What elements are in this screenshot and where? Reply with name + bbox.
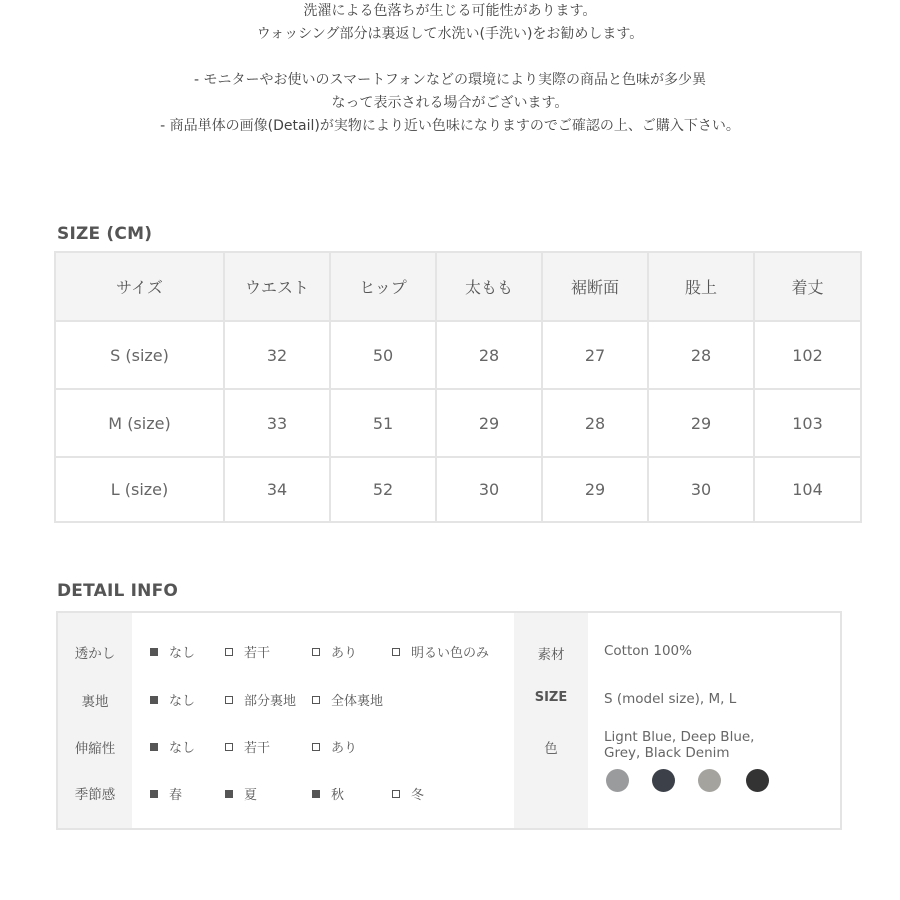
size-value: S (model size), M, L [604,691,737,707]
unchecked-box-icon [312,648,320,656]
detail-option [225,690,296,709]
table-cell: 29 [436,389,542,457]
header-cell: 着丈 [754,252,861,321]
detail-option-label: 若干 [244,741,271,756]
detail-option-label: 若干 [244,646,271,661]
checked-box-icon [150,648,158,656]
table-cell: 33 [224,389,330,457]
table-cell: 27 [542,321,648,389]
detail-option-label: なし [169,741,196,756]
detail-option [225,642,270,661]
checked-box-icon [150,743,158,751]
unchecked-box-icon [392,648,400,656]
table-cell: 103 [754,389,861,457]
checked-box-icon [312,790,320,798]
detail-option-label: あり [331,646,358,661]
detail-label-stretch: 伸縮性 [74,741,116,757]
table-cell: 30 [648,457,754,522]
detail-option [312,690,383,709]
detail-option [225,737,270,756]
detail-option [312,642,357,661]
color-value-line1: Lignt Blue, Deep Blue, [604,729,755,745]
detail-option-label: なし [169,646,196,661]
color-swatch [746,769,769,792]
detail-option [150,642,195,661]
checked-box-icon [150,790,158,798]
note-line: なって表示される場合がございます。 [331,95,569,111]
detail-option [312,737,357,756]
color-swatch [698,769,721,792]
checked-box-icon [225,790,233,798]
header-cell: ウエスト [224,252,330,321]
table-row [55,321,861,389]
detail-option-label: 部分裏地 [244,694,297,709]
table-cell: 51 [330,389,436,457]
table-cell: 28 [436,321,542,389]
header-cell: 股上 [648,252,754,321]
table-row [55,389,861,457]
detail-option-label: あり [331,741,358,756]
unchecked-box-icon [392,790,400,798]
detail-option [150,784,182,803]
size-table-header [55,252,861,321]
header-cell: 裾断面 [542,252,648,321]
detail-label-lining: 裏地 [81,694,109,710]
detail-label-transparency: 透かし [74,646,116,662]
table-cell: 28 [542,389,648,457]
note-line: - モニターやお使いのスマートフォンなどの環境により実際の商品と色味が多少異 [193,72,707,88]
unchecked-box-icon [312,743,320,751]
size-section-title: SIZE (CM) [57,224,153,244]
color-value-line2: Grey, Black Denim [604,745,730,761]
detail-option-label: 秋 [331,788,345,803]
color-swatch [652,769,675,792]
table-cell: 32 [224,321,330,389]
unchecked-box-icon [225,743,233,751]
detail-option-label: 全体裏地 [331,694,384,709]
table-cell: 52 [330,457,436,522]
detail-option-label: 冬 [411,788,425,803]
table-cell: 102 [754,321,861,389]
detail-option [392,784,424,803]
unchecked-box-icon [225,696,233,704]
unchecked-box-icon [225,648,233,656]
header-cell: サイズ [55,252,224,321]
size-name-cell: S (size) [55,321,224,389]
detail-section-title: DETAIL INFO [57,581,179,601]
care-notes [0,0,900,138]
detail-option [312,784,344,803]
detail-option-label: 春 [169,788,183,803]
table-cell: 28 [648,321,754,389]
note-line: 洗濯による色落ちが生じる可能性があります。 [303,3,597,19]
size-name-cell: M (size) [55,389,224,457]
header-cell: ヒップ [330,252,436,321]
detail-option-label: なし [169,694,196,709]
detail-option-label: 明るい色のみ [411,646,490,661]
detail-option [225,784,257,803]
detail-option [150,690,195,709]
size-name-cell: L (size) [55,457,224,522]
size-table [54,251,862,523]
detail-option [150,737,195,756]
table-row [55,457,861,522]
unchecked-box-icon [312,696,320,704]
table-cell: 29 [542,457,648,522]
detail-label-material: 素材 [537,647,565,663]
table-cell: 34 [224,457,330,522]
detail-label-color: 色 [544,741,558,757]
table-cell: 29 [648,389,754,457]
header-cell: 太もも [436,252,542,321]
color-swatch [606,769,629,792]
table-cell: 50 [330,321,436,389]
note-line: ウォッシング部分は裏返して水洗い(手洗い)をお勧めします。 [256,26,644,42]
checked-box-icon [150,696,158,704]
table-cell: 104 [754,457,861,522]
detail-info-box [56,611,842,830]
material-value: Cotton 100% [604,643,692,659]
detail-option [392,642,489,661]
table-cell: 30 [436,457,542,522]
detail-option-label: 夏 [244,788,258,803]
note-line: - 商品単体の画像(Detail)が実物により近い色味になりますのでご確認の上、ご購入下さい。 [160,118,740,134]
detail-label-season: 季節感 [74,787,116,803]
detail-label-size: SIZE [534,690,568,705]
